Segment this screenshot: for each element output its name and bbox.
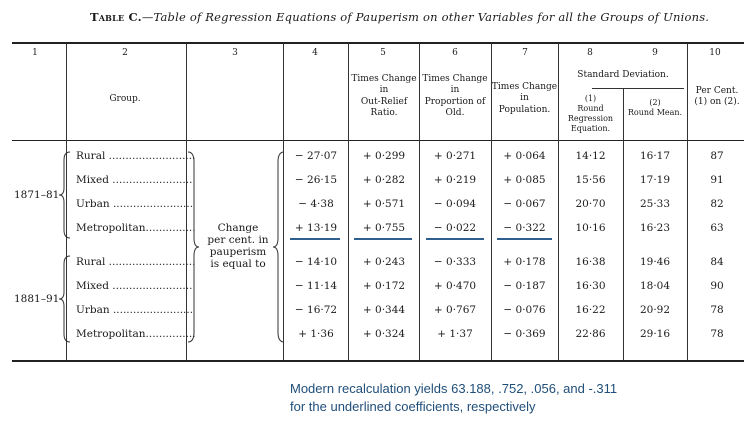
table-cell-c9: 20·92 (639, 304, 671, 316)
table-cell-c8: 20·70 (575, 198, 606, 210)
brace-1871 (58, 150, 72, 240)
table-cell-c4: − 26·15 (294, 174, 338, 186)
table-cell-c6: + 0·219 (433, 174, 477, 186)
table-cell-c8: 16·38 (575, 256, 606, 268)
group-label: Rural .......................... (76, 256, 196, 268)
group-label: Metropolitan............... (76, 328, 196, 340)
table-cell-c8: 14·12 (575, 150, 606, 162)
table-cell-c4: − 14·10 (294, 256, 338, 268)
table-cell-c6: + 0·767 (433, 304, 477, 316)
table-cell-c5: + 0·172 (362, 280, 406, 292)
table-cell-c8: 10·16 (575, 222, 606, 234)
table-cell-c10: 90 (710, 280, 724, 292)
period-label: 1881–91 (14, 293, 60, 305)
col-number: 3 (232, 48, 238, 58)
col-number: 4 (312, 48, 318, 58)
table-cell-c8: 16·30 (575, 280, 606, 292)
col-number: 2 (122, 48, 128, 58)
top-rule (12, 42, 744, 44)
table-cell-c9: 17·19 (639, 174, 671, 186)
table-cell-c7: + 0·085 (503, 174, 546, 186)
underline (426, 238, 484, 240)
table-cell-c6: + 0·470 (433, 280, 477, 292)
table-cell-c9: 16·17 (639, 150, 671, 162)
table-cell-c4: + 13·19 (294, 222, 338, 234)
table-cell-c10: 63 (710, 222, 724, 234)
table-cell-c8: 16·22 (575, 304, 606, 316)
table-cell-c6: − 0·022 (433, 222, 477, 234)
table-cell-c9: 16·23 (639, 222, 671, 234)
underline (290, 238, 340, 240)
table-cell-c9: 19·46 (639, 256, 671, 268)
underline (354, 238, 412, 240)
table-cell-c9: 18·04 (639, 280, 671, 292)
group-label: Urban ........................ (76, 198, 194, 210)
header-population: Times Change in Population. (491, 82, 558, 115)
group-label: Rural .......................... (76, 150, 196, 162)
table-cell-c5: + 0·299 (362, 150, 406, 162)
table-cell-c5: + 0·282 (362, 174, 406, 186)
table-cell-c5: + 0·344 (362, 304, 406, 316)
table-cell-c5: + 0·755 (362, 222, 406, 234)
header-rule (12, 140, 744, 141)
table-cell-c10: 87 (710, 150, 724, 162)
equation-text: Change per cent. in pauperism is equal to (207, 222, 269, 271)
header-round-mean: (2) Round Mean. (627, 98, 683, 117)
table-cell-c7: − 0·187 (503, 280, 546, 292)
table-cell-c4: − 27·07 (294, 150, 338, 162)
table-cell-c6: − 0·094 (433, 198, 477, 210)
table-cell-c7: − 0·067 (503, 198, 546, 210)
col-number: 6 (452, 48, 458, 58)
table-cell-c6: + 0·271 (433, 150, 477, 162)
col-number: 5 (380, 48, 386, 58)
table-cell-c8: 15·56 (575, 174, 606, 186)
table-cell-c4: − 4·38 (298, 198, 334, 210)
table-cell-c4: − 11·14 (294, 280, 338, 292)
table-cell-c6: − 0·333 (433, 256, 477, 268)
bottom-rule (12, 360, 744, 362)
header-proportion-old: Times Change in Proportion of Old. (422, 74, 488, 118)
header-standard-deviation: Standard Deviation. (577, 70, 669, 80)
recalculation-note: Modern recalculation yields 63.188, .752, .056, and -.311 for the underlined coefficients, respectively (290, 381, 618, 414)
table-cell-c5: + 0·243 (362, 256, 406, 268)
table-cell-c10: 78 (710, 304, 724, 316)
table-cell-c10: 84 (710, 256, 724, 268)
table-title (90, 10, 709, 24)
table-cell-c4: + 1·36 (298, 328, 334, 340)
header-per-cent: Per Cent. (1) on (2). (694, 86, 740, 108)
header-out-relief: Times Change in Out-Relief Ratio. (351, 74, 417, 118)
sd-rule (592, 88, 684, 89)
group-label: Metropolitan............... (76, 222, 196, 234)
group-label: Urban ........................ (76, 304, 194, 316)
table-cell-c7: − 0·369 (503, 328, 546, 340)
group-label: Mixed ........................ (76, 280, 193, 292)
table-cell-c10: 91 (710, 174, 724, 186)
table-cell-c10: 78 (710, 328, 724, 340)
col-number: 1 (32, 48, 38, 58)
table-cell-c9: 25·33 (639, 198, 671, 210)
table-cell-c8: 22·86 (575, 328, 606, 340)
col-number: 9 (652, 48, 658, 58)
brace-1881 (58, 254, 72, 344)
group-label: Mixed ........................ (76, 174, 193, 186)
table-cell-c10: 82 (710, 198, 724, 210)
table-cell-c5: + 0·324 (362, 328, 406, 340)
table-label: Table C. (90, 10, 142, 24)
table-cell-c5: + 0·571 (362, 198, 406, 210)
period-label: 1871–81 (14, 189, 60, 201)
col-number: 7 (522, 48, 528, 58)
table-cell-c7: + 0·178 (503, 256, 546, 268)
col-number: 8 (587, 48, 593, 58)
table-cell-c7: − 0·076 (503, 304, 546, 316)
table-cell-c9: 29·16 (639, 328, 671, 340)
table-cell-c4: − 16·72 (294, 304, 338, 316)
header-round-regression: (1) Round Regression Equation. (567, 94, 614, 133)
table-caption: —Table of Regression Equations of Pauperism on other Variables for all the Groups of Unions. (141, 10, 710, 24)
underline (497, 238, 552, 240)
table-cell-c6: + 1·37 (437, 328, 473, 340)
table-cell-c7: + 0·064 (503, 150, 546, 162)
table-cell-c7: − 0·322 (503, 222, 546, 234)
header-group: Group. (109, 94, 141, 104)
col-number: 10 (709, 48, 721, 58)
